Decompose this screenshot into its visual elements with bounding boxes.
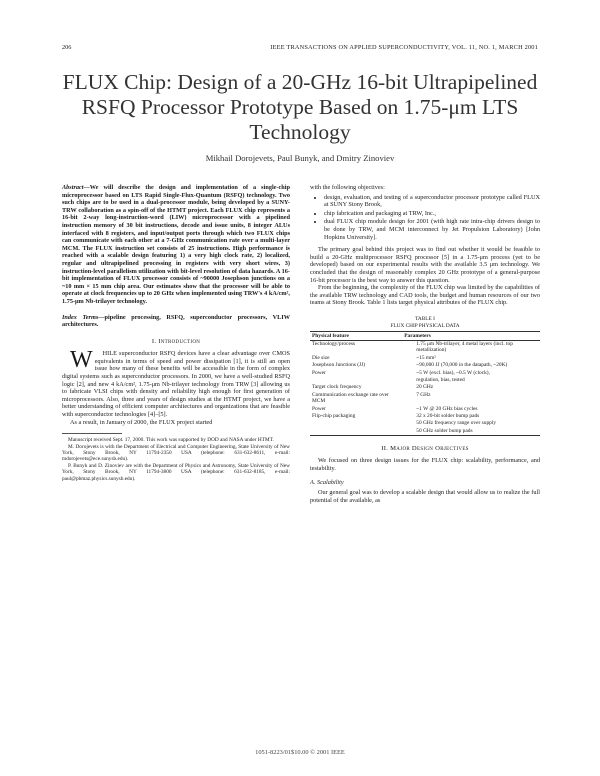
physical-data-table xyxy=(310,331,540,436)
table-row xyxy=(310,354,540,361)
table-row xyxy=(310,391,540,405)
objectives-list xyxy=(310,194,540,242)
table-cell xyxy=(310,377,402,384)
footnote: P. Bunyk and D. Zinoviev are with the Department of Physics and Astronomy, State University of New York, Stony Brook, NY 11794-3800 USA (telephone: 631-632-8185, e-mail: paul@pbmaz.physics.sunysb.edu). xyxy=(62,462,290,482)
index-terms-label: Index Terms— xyxy=(62,313,105,321)
index-terms xyxy=(62,314,290,329)
table-row xyxy=(310,420,540,427)
section-heading-design-objectives: II. Major Design Objectives xyxy=(381,444,469,452)
body-paragraph: We focused on three design issues for the FLUX chip: scalability, performance, and testability. xyxy=(310,457,540,472)
list-item: • dual FLUX chip module design for 2001 (with high rate intra-chip drivers design to be done by TRW, and MCM interconnect by Jet Propulsion Laboratory) [John Hopkins University]. xyxy=(324,218,540,241)
page-number: 206 xyxy=(62,44,72,51)
table-cell xyxy=(310,420,402,427)
abstract-text: We will describe the design and implementation of a single-chip microprocessor based on LTS Rapid Single-Flux-Quantum (RSFQ) technology. Two such chips are to be used in a dual-processor module, being developed by a SUNY-TRW collaboration as a spin-off of the HTMT project. Each FLUX chip represents a 16-bit 2-way long-instruction-word (LIW) microprocessor with a pipelined instruction memory of 30 bit instructions, decode and issue units, 8 integer ALUs interfaced with 8 registers, and input/output ports through which two FLUX chips can communicate with each other at a 7-GHz communication rate over a multi-layer MCM. The FLUX instruction set consists of 25 instructions. High performance is reached with a scalable design featuring 1) a very high clock rate, 2) localized, regular and ultrapipelined processing in registers with very short wires, 3) instruction-level parallelism utilization with bit-level resolution of data hazards. A 16-bit implementation of FLUX processor consists of ~90000 Josephson junctions on a ~10 mm × 15 mm chip area. Our estimates show that the processor will be able to operate at clock frequencies up to 20 GHz when implemented using TRW's 4 kA/cm², 1.75-μm Nb-trilayer technology. xyxy=(62,184,290,305)
column-header: Parameters xyxy=(404,332,431,339)
list-item: • chip fabrication and packaging at TRW, Inc., xyxy=(324,210,540,218)
intro-paragraph-2: As a result, in January of 2000, the FLUX project started xyxy=(70,418,213,426)
table-row xyxy=(310,427,540,435)
abstract xyxy=(62,184,290,306)
table-cell: 1.75 μm Nb-trilayer, 4 metal layers (incl. top metallization) xyxy=(416,341,513,354)
intro-paragraph xyxy=(62,347,290,419)
table-row xyxy=(310,369,540,376)
section-heading-introduction: I. Introduction xyxy=(151,337,201,345)
table-cell: 7 GHz xyxy=(416,391,431,398)
column-header: Physical feature xyxy=(312,332,349,339)
running-header xyxy=(62,44,538,54)
table-row xyxy=(310,377,540,384)
table-cell: Power xyxy=(312,405,326,412)
table-cell: Target clock frequency xyxy=(312,384,362,391)
table-row xyxy=(310,405,540,412)
table-header-row xyxy=(310,332,540,340)
body-paragraph: The primary goal behind this project was to find out whether it would be feasible to build a 20-GHz multiprocessor RSFQ processor [5] in a 1.75-μm process (yet to be developed) based on our experimental results with the available 3.5 μm technology. We concluded that the design of reasonably complex 20 GHz prototype of a general-purpose 16-bit processor is the best way to answer this question. xyxy=(310,246,540,284)
objectives-lead: with the following objectives: xyxy=(310,184,385,191)
table-cell: Flip-chip packaging xyxy=(312,413,356,420)
table-row xyxy=(310,413,540,420)
right-column xyxy=(310,184,540,504)
body-paragraph: Our general goal was to develop a scalable design that would allow us to realize the full potential of the available, as xyxy=(310,489,540,504)
table-cell: 50 GHz frequency range over supply xyxy=(416,420,497,427)
table-cell: regulation, bias, tested xyxy=(416,377,465,384)
table-number: TABLE I xyxy=(415,315,435,322)
journal-title: IEEE TRANSACTIONS ON APPLIED SUPERCONDUCTIVITY, VOL. 11, NO. 1, MARCH 2001 xyxy=(270,44,538,51)
subsection-heading-scalability: A. Scalability xyxy=(310,478,344,486)
table-cell: ~1 W @ 20 GHz bias cycles xyxy=(416,405,478,412)
table-cell: ~90,000 JJ (70,000 in the datapath, ~20K) xyxy=(416,362,508,369)
table-caption xyxy=(310,316,540,329)
footnote: M. Dorojevets is with the Department of Electrical and Computer Engineering, State University of New York, Stony Brook, NY 11794-2350 USA (telephone: 631-632-8611, e-mail: mdorojevets@ece.sunysb.edu). xyxy=(62,443,290,463)
drop-cap: W xyxy=(70,347,93,374)
table-cell: Die size xyxy=(312,354,330,361)
table-cell: 20 GHz xyxy=(416,384,434,391)
footnote: Manuscript received Sept. 17, 2000. This work was supported by DOD and NASA under HTMT. xyxy=(68,437,274,444)
table-cell: 32 x 20-bit solder bump pads xyxy=(416,413,480,420)
table-row xyxy=(310,362,540,369)
table-cell: Power xyxy=(312,369,326,376)
footnote-divider xyxy=(62,433,122,434)
author-list: Mikhail Dorojevets, Paul Bunyk, and Dmitry Zinoviev xyxy=(205,153,395,163)
list-item: • design, evaluation, and testing of a superconductor processor prototype called FLUX at SUNY Stony Brook, xyxy=(324,194,540,209)
intro-text: HILE superconductor RSFQ devices have a clear advantage over CMOS equivalents in terms of speed and power dissipation [1], it is still an open issue how many of these benefits will be accessible in the form of complex digital systems such as superconductor processors. In 2000, we have a well-studied RSFQ logic [2], and new 4 kA/cm², 1.75-μm Nb-trilayer technology from TRW [3] allowing us to fabricate VLSI chips with density and reliability high enough for first generation of microprocessors. Also, three and years of design studies at the HTMT project, we have a better understanding of efficient computer architectures and organizations that are feasible with superconductor technologies [4]–[5]. xyxy=(62,350,290,419)
table-cell: ~5 W (excl. bias), ~0.5 W (clock), xyxy=(416,369,490,376)
table-cell: Josephson Junctions (JJ) xyxy=(312,362,366,369)
table-row xyxy=(310,340,540,354)
table-cell: Technology/process xyxy=(312,341,356,347)
table-title: FLUX CHIP PHYSICAL DATA xyxy=(390,322,460,329)
index-terms-text: pipeline processing, RSFQ, superconductor processors, VLIW architectures. xyxy=(62,313,290,329)
left-column xyxy=(62,184,290,482)
table-cell: ~15 mm² xyxy=(416,354,436,361)
table-row xyxy=(310,384,540,391)
table-cell: Communication exchange rate over MCM xyxy=(312,391,389,405)
copyright-footer: 1051-8223/01$10.00 © 2001 IEEE xyxy=(255,749,345,756)
paper-title: FLUX Chip: Design of a 20-GHz 16-bit Ultrapipelined RSFQ Processor Prototype Based on 1.75-μm LTS Technology xyxy=(62,70,538,144)
abstract-label: Abstract— xyxy=(62,184,90,191)
table-cell xyxy=(310,427,402,435)
table-cell: 50 GHz solder bump pads xyxy=(416,427,473,434)
body-paragraph: From the beginning, the complexity of the FLUX chip was limited by the capabilities of the available TRW technology and CAD tools, the budget and human resources of our two teams at Stony Brook. Table 1 lists target physical attributes of the FLUX chip. xyxy=(310,284,540,307)
